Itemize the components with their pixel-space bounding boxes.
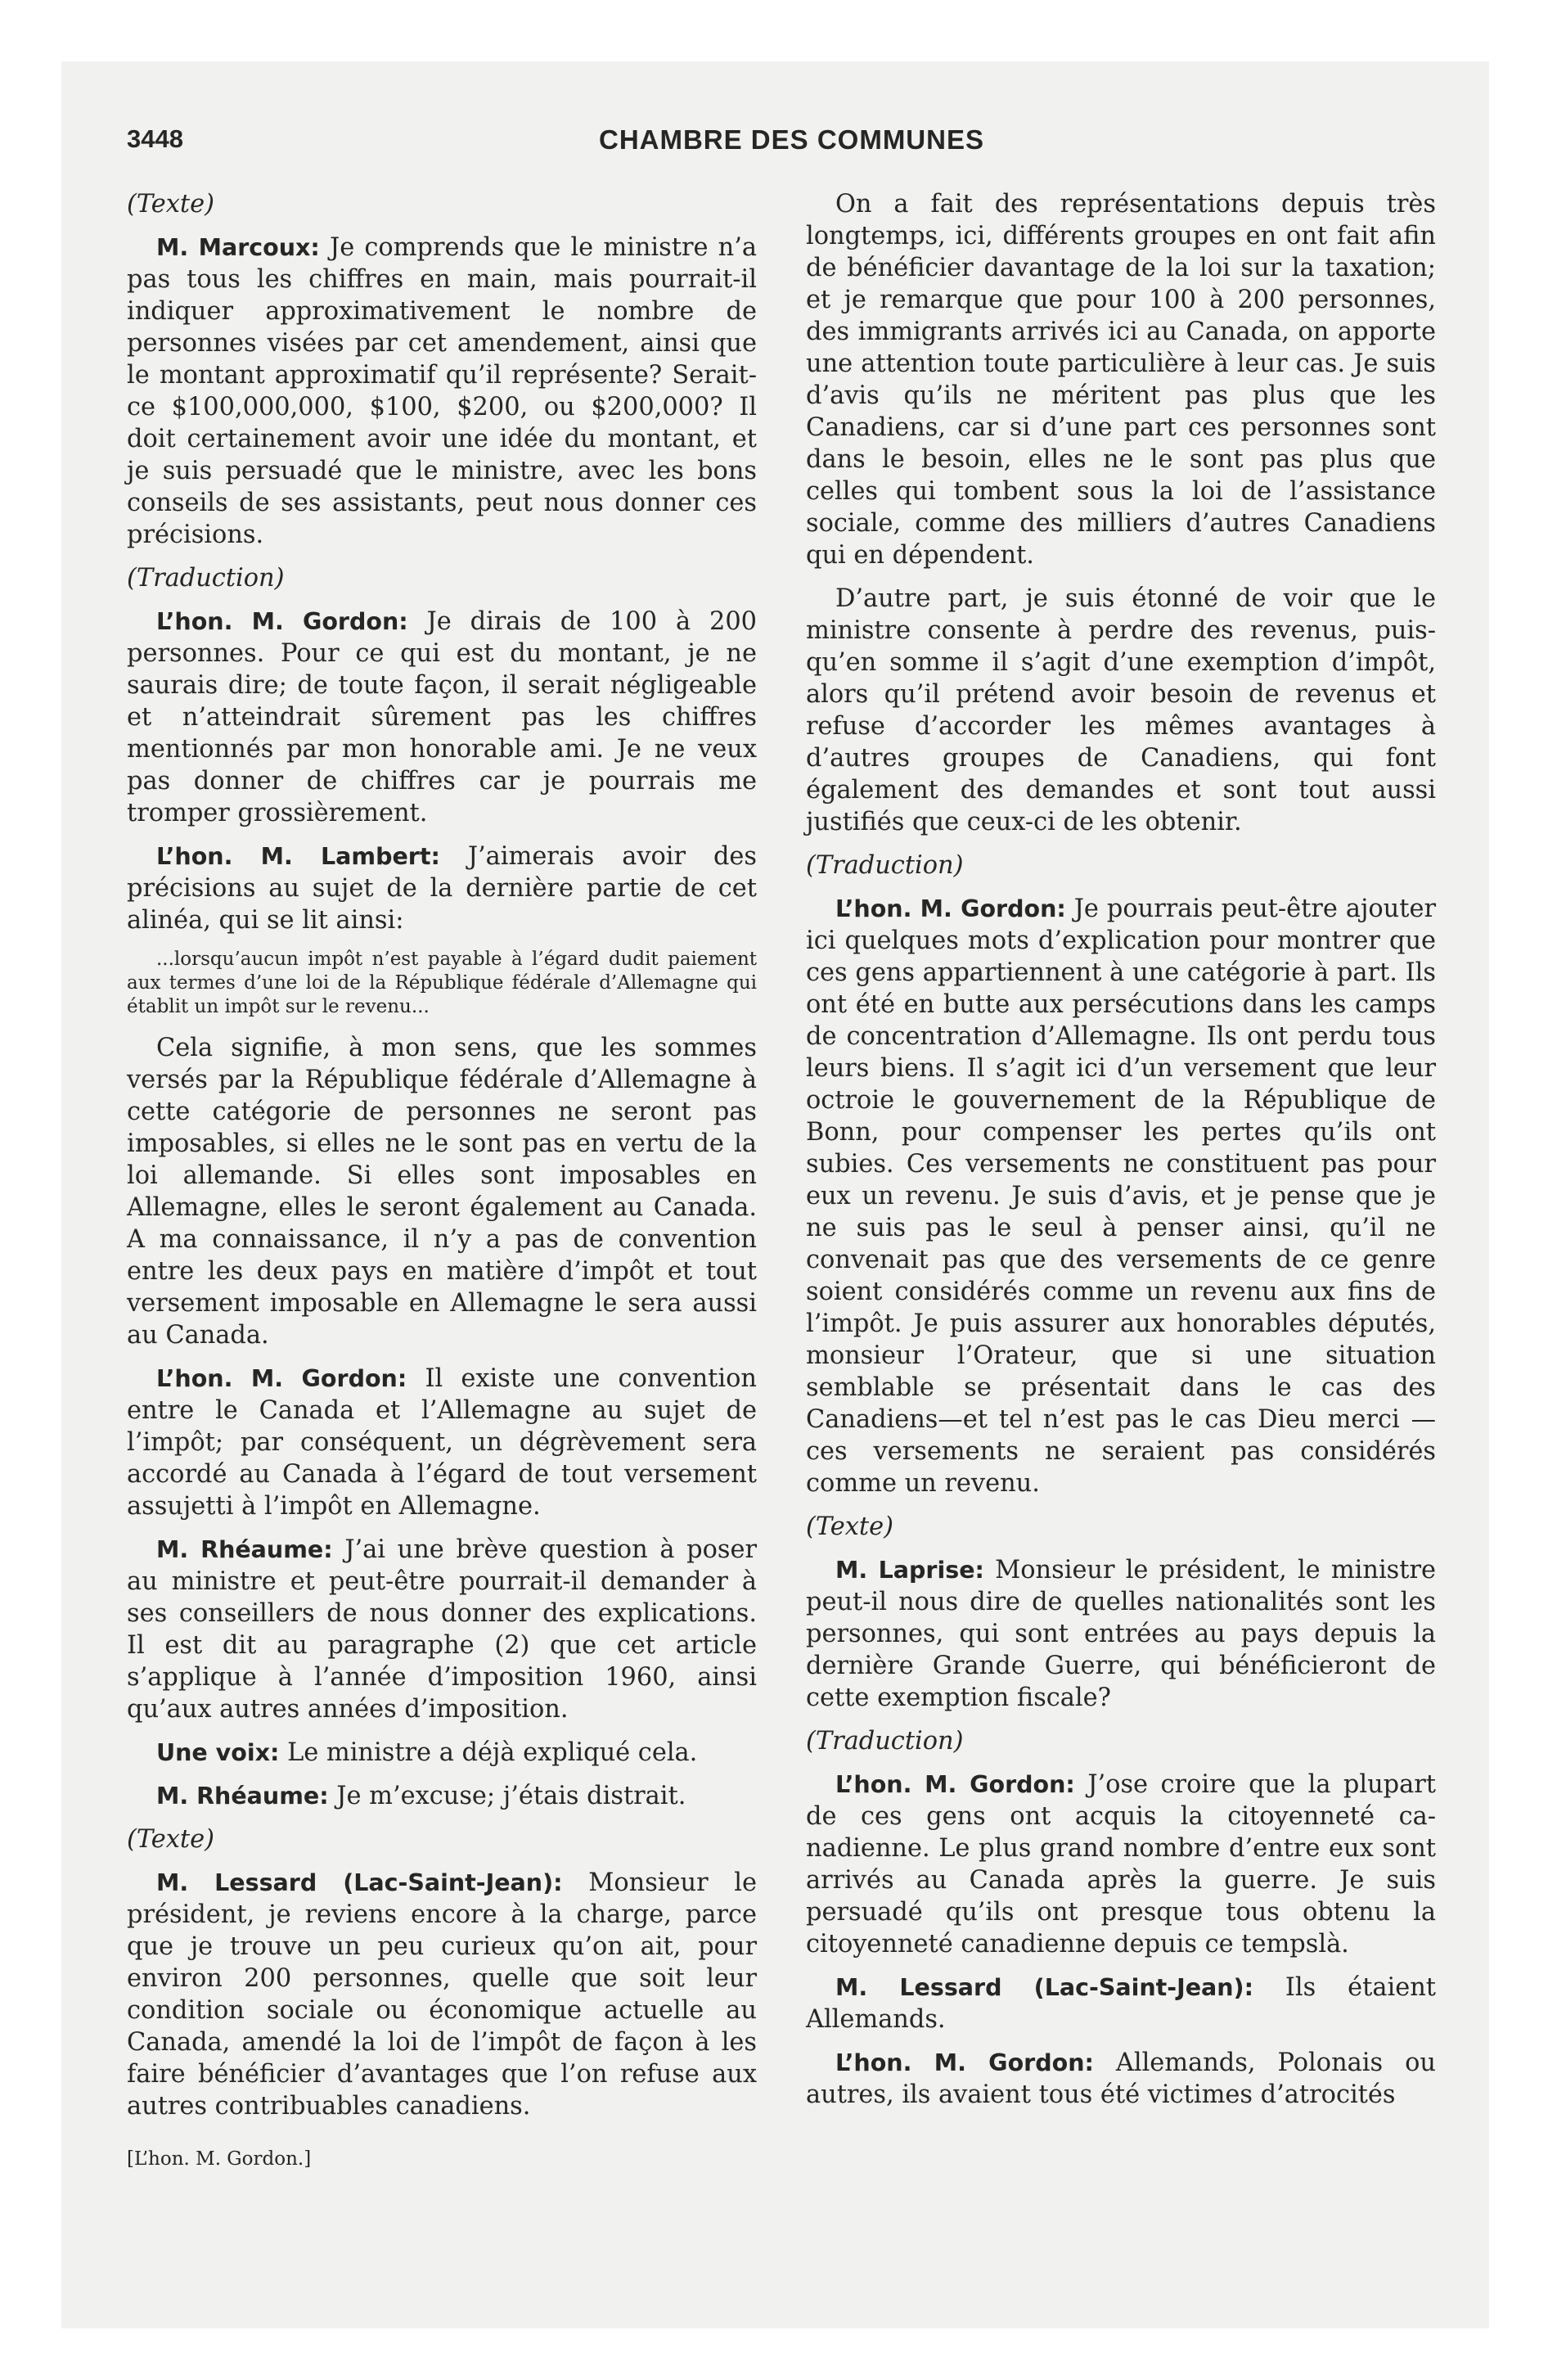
speech-text: Le ministre a déjà expliqué cela. xyxy=(287,1738,698,1767)
language-tag: (Traduction) xyxy=(806,851,964,880)
language-tag: (Traduction) xyxy=(806,1727,964,1756)
speaker-name: M. Rhéaume: xyxy=(156,1783,329,1810)
speech-lessard xyxy=(127,1867,757,2122)
speaker-name: L’hon. M. Gordon: xyxy=(156,608,408,635)
language-tag: (Texte) xyxy=(127,190,214,219)
language-tag: (Traduction) xyxy=(127,564,285,593)
speech-text: J’ai une brève question à poser au ministre et peut-être pourrait-il demander à ses conseillers de nous donner des explications. Il est dit au paragraphe (2) que cet article s’applique à l’année d’imposition 1960, ainsi qu’aux autres années d’imposition. xyxy=(127,1535,757,1724)
speaker-name: L’hon. M. Gordon: xyxy=(835,2049,1094,2076)
speech-text: J’ose croire que la plupart de ces gens ont acquis la citoyenneté canadienne. Le plus grand nombre d’entre eux sont arrivés au Canada après la guerre. Je suis persuadé qu’ils ont presque tous obtenu la citoyenneté canadienne depuis ce tempslà. xyxy=(806,1770,1436,1959)
speaker-name: M. Marcoux: xyxy=(156,234,320,261)
speech-gordon xyxy=(806,2047,1436,2111)
speech-text: Je pourrais peut-être ajouter ici quelques mots d’explication pour montrer que ces gens appartiennent à une catégorie à part. Ils ont été en butte aux persécutions dans les camps de concentration d’Allemagne. Ils ont perdu tous leurs biens. Il s’agit ici d’un versement que leur octroie le gouvernement de la République de Bonn, pour compenser les pertes qu’ils ont subies. Ces versements ne constituent pas pour eux un revenu. Je suis d’avis, et je pense que je ne suis pas le seul à penser ainsi, qu’il ne convenait pas que des versements de ce genre soient considérés comme un revenu aux fins de l’impôt. Je puis assurer aux honorables députés, monsieur l’Orateur, que si une situation semblable se présentait dans le cas des Canadiens—et tel n’est pas le cas Dieu merci —ces versements ne seraient pas considérés comme un revenu. xyxy=(806,895,1436,1498)
speech-gordon xyxy=(806,1769,1436,1960)
speech-laprise xyxy=(806,1554,1436,1714)
left-column xyxy=(127,188,757,2171)
speech-lambert-continued: Cela signifie, à mon sens, que les sommes versés par la République fédérale d’Allemagne à cette catégorie de personnes ne seront pas imposables, si elles ne le sont pas en vertu de la loi allemande. Si elles sont imposables en Allemagne, elles le seront également au Canada. A ma connaissance, il n’y a pas de convention entre les deux pays en matière d’impôt et tout versement imposable en Allemagne le sera aussi au Canada. xyxy=(127,1034,757,1350)
speech-text: J’aimerais avoir des précisions au sujet de la dernière partie de cet alinéa, qui se lit ainsi: xyxy=(127,842,757,935)
speech-lessard-continued: On a fait des représentations depuis très longtemps, ici, différents groupes en ont fait afin de bénéficier davantage de la loi sur la taxation; et je remarque que pour 100 à 200 personnes, des immigrants arrivés ici au Canada, on apporte une attention toute particulière à leur cas. Je suis d’avis qu’ils ne méritent pas plus que les Canadiens, car si d’une part ces personnes sont dans le besoin, elles ne le sont pas plus que celles qui tombent sous la loi de l’assistance sociale, comme des milliers d’autres Canadiens qui en dépendent. xyxy=(806,190,1436,570)
language-tag: (Texte) xyxy=(806,1512,893,1541)
speech-text: Je comprends que le ministre n’a pas tous les chiffres en main, mais pourrait-il indiquer approximativement le nombre de personnes visées par cet amendement, ainsi que le montant approximatif qu’il représente? Serait-ce $100,000,000, $100, $200, ou $200,000? Il doit certainement avoir une idée du montant, et je suis persuadé que le ministre, avec les bons conseils de ses assistants, peut nous donner ces précisions. xyxy=(127,233,757,549)
speech-rheaume xyxy=(127,1780,757,1812)
right-column xyxy=(806,188,1436,2122)
speech-une-voix xyxy=(127,1737,757,1769)
speaker-name: M. Lessard (Lac-Saint-Jean): xyxy=(835,1974,1253,2001)
speaker-name: Une voix: xyxy=(156,1739,280,1766)
speech-text: Monsieur le président, le ministre peut-il nous dire de quelles nationalités sont les personnes, qui sont entrées au pays depuis la dernière Grande Guerre, qui bénéficieront de cette exemption fiscale? xyxy=(806,1556,1436,1712)
speech-gordon xyxy=(127,606,757,829)
speaker-name: L’hon. M. Gordon: xyxy=(835,1771,1075,1798)
speech-text: Ils étaient Allemands. xyxy=(806,1973,1436,2034)
speech-text: Allemands, Polonais ou autres, ils avaient tous été victimes d’atrocités xyxy=(806,2049,1436,2109)
speech-gordon xyxy=(806,893,1436,1499)
speaker-name: L’hon. M. Lambert: xyxy=(156,843,440,870)
speech-text: Monsieur le président, je reviens encore à la charge, parce que je trouve un peu curieux qu’on ait, pour environ 200 personnes, quelle que soit leur condition sociale ou économique actuelle au Canada, amendé la loi de l’impôt de façon à les faire bénéficier d’avantages que l’on refuse aux autres contribuables canadiens. xyxy=(127,1868,757,2121)
speech-lessard-continued: D’autre part, je suis étonné de voir que le ministre consente à perdre des revenus, puisqu’en somme il s’agit d’une exemption d’impôt, alors qu’il prétend avoir besoin de revenus et refuse d’accorder les mêmes avantages à d’autres groupes de Canadiens, qui font également des demandes et sont tout aussi justifiés que ceux-ci de les obtenir. xyxy=(806,584,1436,836)
speaker-name: M. Rhéaume: xyxy=(156,1536,333,1563)
quoted-passage: ...lorsqu’aucun impôt n’est payable à l’égard dudit paiement aux termes d’une loi de la République fédérale d’Allemagne qui établit un impôt sur le revenu... xyxy=(127,949,757,1017)
speech-text: Je dirais de 100 à 200 personnes. Pour ce qui est du montant, je ne saurais dire; de toute façon, il serait négligeable et n’atteindrait sûrement pas les chiffres mentionnés par mon honorable ami. Je ne veux pas donner de chiffres car je pourrais me tromper grossièrement. xyxy=(127,607,757,827)
speech-text: Il existe une convention entre le Canada et l’Allemagne au sujet de l’impôt; par conséquent, un dégrèvement sera accordé au Canada à l’égard de tout versement assujetti à l’impôt en Allemagne. xyxy=(127,1364,757,1521)
speech-text: Je m’excuse; j’étais distrait. xyxy=(336,1782,686,1810)
speech-lessard xyxy=(806,1972,1436,2035)
running-head xyxy=(127,124,1456,165)
page-number: 3448 xyxy=(127,124,183,153)
language-tag: (Texte) xyxy=(127,1825,214,1854)
speech-lambert xyxy=(127,841,757,936)
speaker-name: M. Laprise: xyxy=(835,1557,984,1584)
speaker-name: M. Lessard (Lac-Saint-Jean): xyxy=(156,1869,563,1896)
speech-gordon xyxy=(127,1363,757,1522)
page-footnote: [L’hon. M. Gordon.] xyxy=(127,2148,312,2170)
speech-marcoux xyxy=(127,232,757,551)
journal-title: CHAMBRE DES COMMUNES xyxy=(598,124,984,155)
speaker-name: L’hon. M. Gordon: xyxy=(835,895,1066,922)
speech-rheaume xyxy=(127,1534,757,1725)
speaker-name: L’hon. M. Gordon: xyxy=(156,1365,407,1392)
